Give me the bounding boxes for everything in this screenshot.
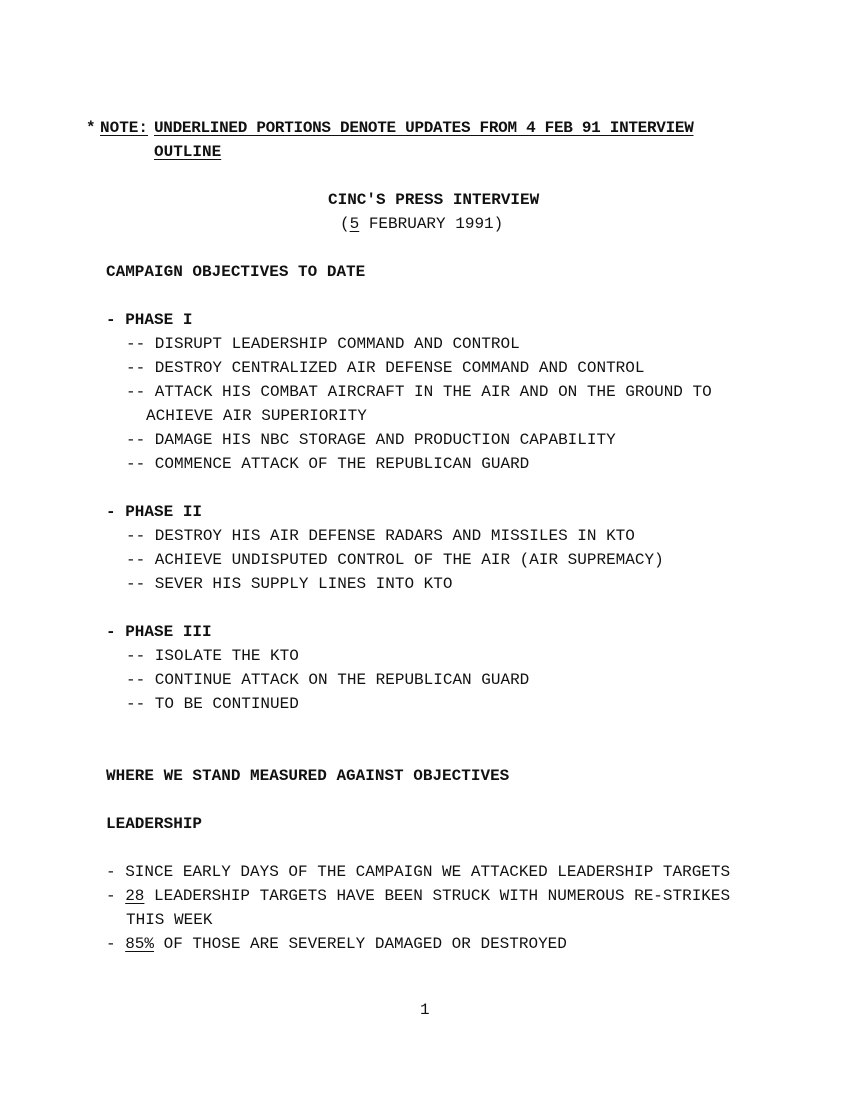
date-rest: FEBRUARY 1991) <box>359 215 504 233</box>
phase3-heading: - PHASE III <box>106 623 212 641</box>
note-asterisk: * <box>86 119 96 137</box>
list-item: -- SEVER HIS SUPPLY LINES INTO KTO <box>126 575 453 593</box>
campaign-heading: CAMPAIGN OBJECTIVES TO DATE <box>106 263 366 281</box>
date-open: ( <box>340 215 350 233</box>
item-prefix: - <box>106 887 126 905</box>
list-item: -- TO BE CONTINUED <box>126 695 299 713</box>
updated-percent: 85% <box>125 935 155 953</box>
list-item <box>106 884 730 908</box>
list-item: -- DAMAGE HIS NBC STORAGE AND PRODUCTION CAPABILITY <box>126 431 616 449</box>
phase1-heading: - PHASE I <box>106 311 193 329</box>
item-prefix: - <box>106 935 126 953</box>
list-item: -- COMMENCE ATTACK OF THE REPUBLICAN GUARD <box>126 455 530 473</box>
list-item <box>106 932 567 956</box>
page-number: 1 <box>420 1001 430 1019</box>
list-item: -- ATTACK HIS COMBAT AIRCRAFT IN THE AIR AND ON THE GROUND TO <box>126 383 712 401</box>
document-title: CINC'S PRESS INTERVIEW <box>328 191 540 209</box>
leadership-heading: LEADERSHIP <box>106 815 203 833</box>
list-item-cont: THIS WEEK <box>126 911 213 929</box>
list-item: -- DISRUPT LEADERSHIP COMMAND AND CONTROL <box>126 335 520 353</box>
list-item: -- ISOLATE THE KTO <box>126 647 299 665</box>
list-item: -- ACHIEVE UNDISPUTED CONTROL OF THE AIR (AIR SUPREMACY) <box>126 551 664 569</box>
list-item: -- CONTINUE ATTACK ON THE REPUBLICAN GUARD <box>126 671 530 689</box>
item-text: OF THOSE ARE SEVERELY DAMAGED OR DESTROYED <box>154 935 567 953</box>
note-text-cont: OUTLINE <box>154 143 222 161</box>
list-item: -- DESTROY HIS AIR DEFENSE RADARS AND MISSILES IN KTO <box>126 527 635 545</box>
list-item: -- DESTROY CENTRALIZED AIR DEFENSE COMMAND AND CONTROL <box>126 359 645 377</box>
list-item: - SINCE EARLY DAYS OF THE CAMPAIGN WE ATTACKED LEADERSHIP TARGETS <box>106 863 731 881</box>
note-text: UNDERLINED PORTIONS DENOTE UPDATES FROM 4 FEB 91 INTERVIEW <box>154 119 694 137</box>
date-day: 5 <box>349 215 360 233</box>
where-heading: WHERE WE STAND MEASURED AGAINST OBJECTIVES <box>106 767 510 785</box>
item-text: LEADERSHIP TARGETS HAVE BEEN STRUCK WITH NUMEROUS RE-STRIKES <box>144 887 731 905</box>
updated-number: 28 <box>125 887 145 905</box>
document-date <box>340 212 503 236</box>
phase2-heading: - PHASE II <box>106 503 203 521</box>
note-label: NOTE: <box>100 119 149 137</box>
list-item-cont: ACHIEVE AIR SUPERIORITY <box>146 407 367 425</box>
